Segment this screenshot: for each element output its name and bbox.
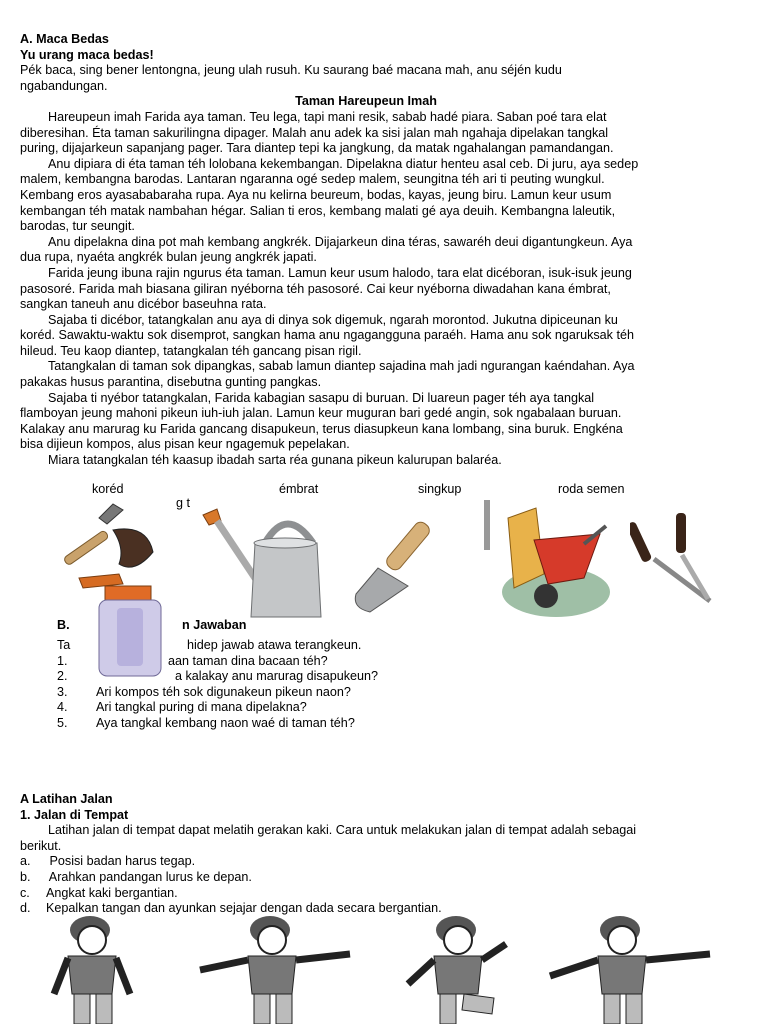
story-line: barodas, tur seungit. — [20, 219, 135, 234]
latihan-intro-line: Latihan jalan di tempat dapat melatih gerakan kaki. Cara untuk melakukan jalan di tempat adalah sebagai — [48, 823, 637, 838]
question-item: 4. Ari tangkal puring di mana dipelakna? — [57, 700, 307, 715]
story-line: Anu dipelakna dina pot mah kembang angkrék. Dijajarkeun dina téras, sawaréh deui digantungkeun. Aya — [48, 234, 633, 249]
story-line: dua rupa, nyaéta angkrék bulan jeung angkrék japati. — [20, 250, 317, 265]
label-roda-semen: roda semen — [558, 482, 625, 496]
instruction-title: Yu urang maca bedas! — [20, 47, 154, 62]
section-b-heading-tail: n Jawaban — [182, 618, 247, 632]
question-list — [57, 638, 378, 732]
story-line: puring, dijajarkeun sapanjang pager. Tara diantep tepi ka jangkung, da matak ngahalangan pamandangan. — [20, 141, 614, 156]
label-fragment: g t — [176, 496, 191, 510]
label-singkup: singkup — [418, 482, 462, 496]
story-line: pasosoré. Farida mah biasana giliran nyéborna téh pasosoré. Cai keur nyéborna diwadahan kana émbrat, — [20, 281, 611, 296]
story-line: koréd. Sawaktu-waktu sok disemprot, sangkan hama anu ngagangguna paraéh. Hama anu sok ngaruksak téh — [20, 328, 634, 343]
step-item: d. Kepalkan tangan dan ayunkan sejajar dengan dada secara bergantian. — [20, 901, 442, 916]
story-line: Sajaba ti nyébor tatangkalan, Farida kabagian sasapu di buruan. Di luareun pager téh aya tangkal — [48, 390, 595, 405]
section-b-heading: B. — [57, 618, 70, 632]
story-line: pakakas husus parantina, disebutna gunting pangkas. — [20, 375, 322, 390]
section-a-heading: A. Maca Bedas — [20, 32, 109, 46]
story-line: Miara tatangkalan téh kaasup ibadah sarta réa gunana pikeun kalurupan balaréa. — [48, 453, 502, 468]
roda-semen-wheelbarrow-icon — [484, 500, 614, 622]
kored-hoe-icon — [55, 500, 165, 580]
story-line: Farida jeung ibuna rajin ngurus éta taman. Lamun keur usum halodo, tara elat dicéboran, isuk-isuk jeung — [48, 265, 632, 280]
latihan-intro-line: berikut. — [20, 838, 62, 853]
story-line: sangkan taneuh anu dicébor baseuhna rata. — [20, 297, 267, 312]
marching-illustrations — [0, 914, 768, 1024]
step-item: c. Angkat kaki bergantian. — [20, 885, 178, 900]
latihan-heading: A Latihan Jalan — [20, 792, 113, 806]
latihan-subheading: 1. Jalan di Tempat — [20, 807, 129, 822]
story-line: Sajaba ti dicébor, tatangkalan anu aya di dinya sok digemuk, ngarah morontod. Jukutna dipiceunan ku — [48, 312, 618, 327]
section-a — [20, 32, 720, 469]
instruction-line: ngabandungan. — [20, 78, 108, 93]
step-item: a. Posisi badan harus tegap. — [20, 854, 196, 869]
story-line: malem, kembangna barodas. Lantaran ngaranna ogé sedep malem, seungitna téh ari ti peuting wungkul. — [20, 172, 605, 187]
label-kored: koréd — [92, 482, 124, 496]
singkup-trowel-icon — [350, 512, 455, 616]
story-line: Hareupeun imah Farida aya taman. Teu lega, tapi mani resik, sabab hadé piara. Saban poé tara elat — [48, 109, 607, 124]
story-line: flamboyan jeung mahoni pikeun iuh-iuh jalan. Lamun keur muguran bari gedé angin, sok ngabalaan buruan. — [20, 406, 622, 421]
question-item: 1. aan taman dina bacaan téh? — [57, 653, 328, 668]
question-intro: Ta hidep jawab atawa terangkeun. — [57, 638, 362, 652]
step-item: b. Arahkan pandangan lurus ke depan. — [20, 869, 252, 884]
question-item: 5. Aya tangkal kembang naon waé di taman téh? — [57, 715, 355, 730]
story-title: Taman Hareupeun Imah — [295, 94, 437, 109]
boy-marching-arm-raised-icon — [190, 914, 360, 1024]
story-line: Anu dipiara di éta taman téh lolobana kekembangan. Dipelakna diatur henteu asal ceb. Di juru, aya sedep — [48, 156, 639, 171]
embrat-watering-can-icon — [195, 503, 330, 621]
story-line: diberesihan. Éta taman sakurilingna dipager. Malah anu adek ka sisi jalan mah ngahaja dipelakan tangkal — [20, 125, 609, 140]
question-item: 2. a kalakay anu marurag disapukeun? — [57, 669, 379, 684]
boy-marching-knee-up-icon — [398, 914, 518, 1024]
gunting-pangkas-shears-icon — [630, 511, 722, 603]
boy-marching-arm-forward-icon — [540, 914, 720, 1024]
story-line: bisa dijieun kompos, alus pisan keur ngagemuk pepelakan. — [20, 437, 350, 452]
story-line: Tatangkalan di taman sok dipangkas, sabab lamun diantep sajadina mah jadi ngurangan kaéndahan. Aya — [48, 359, 635, 374]
story-line: Kalakay anu marurag ku Farida gancang disapukeun, terus diasupkeun kana lombang, sina buruk. Engkéna — [20, 421, 623, 436]
tool-labels — [0, 482, 768, 510]
label-embrat: émbrat — [279, 482, 319, 496]
instruction-line: Pék baca, sing bener lentongna, jeung ulah rusuh. Ku saurang baé macana mah, anu séjén kudu — [20, 63, 562, 78]
question-item: 3. Ari kompos téh sok digunakeun pikeun naon? — [57, 684, 351, 699]
story-line: Kembang eros ayasababaraha rupa. Aya nu kelirna beureum, bodas, kayas, jeung biru. Lamun keur usum — [20, 187, 612, 202]
story-line: kembangan téh matak nambahan hégar. Salian ti eros, kembang malati gé aya deuih. Kembangna laleutik, — [20, 203, 616, 218]
story-line: hileud. Teu kaop diantep, tatangkalan téh gancang pisan rigil. — [20, 343, 362, 358]
boy-marching-icon — [42, 914, 142, 1024]
section-latihan — [20, 792, 740, 917]
